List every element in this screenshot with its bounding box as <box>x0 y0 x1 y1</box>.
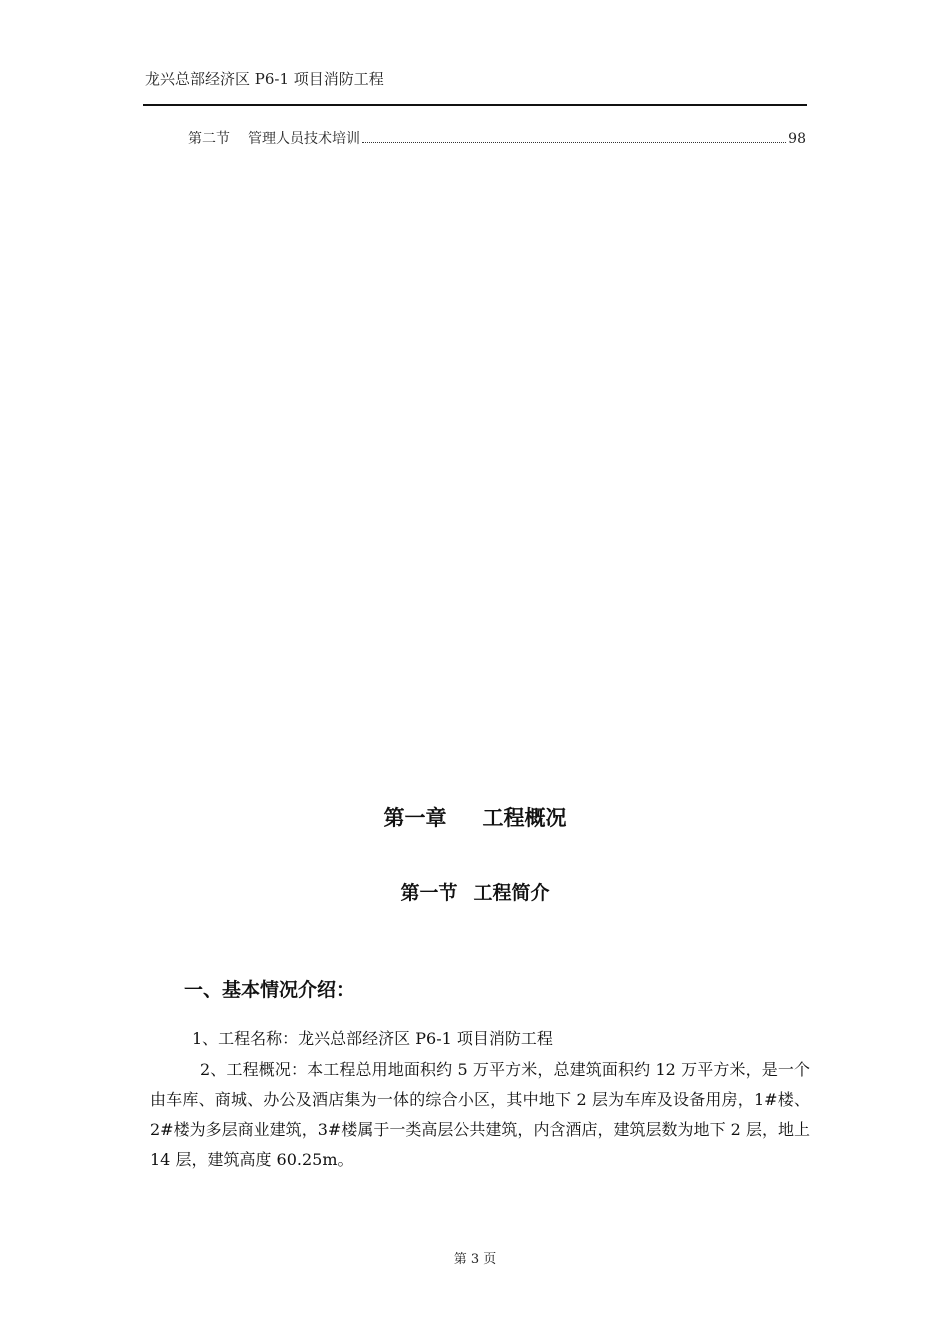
toc-section-label: 第二节 <box>188 131 230 147</box>
page-footer: 第 3 页 <box>453 1252 497 1267</box>
toc-title: 管理人员技术培训 <box>248 131 360 147</box>
subheading: 一、基本情况介绍： <box>184 979 356 1001</box>
toc-dot-leader <box>362 141 786 143</box>
chapter-heading <box>0 802 950 832</box>
paragraph-project-name: 1、工程名称：龙兴总部经济区 P6-1 项目消防工程 <box>192 1029 553 1048</box>
chapter-title: 工程概况 <box>482 806 567 830</box>
running-header: 龙兴总部经济区 P6-1 项目消防工程 <box>145 70 384 88</box>
toc-entry[interactable] <box>188 128 806 148</box>
toc-page-number: 98 <box>788 131 806 147</box>
header-divider <box>143 104 807 106</box>
section-title: 工程简介 <box>473 882 550 904</box>
chapter-label: 第一章 <box>383 806 447 830</box>
section-heading <box>0 878 950 905</box>
paragraph-project-overview: 2、工程概况：本工程总用地面积约 5 万平方米，总建筑面积约 12 万平方米，是一个由车库、商城、办公及酒店集为一体的综合小区，其中地下 2 层为车库及设备用房，1#楼、2#楼为多层商业建筑，3#楼属于一类高层公共建筑，内含酒店，建筑层数为地下 2 层，地上 14 层，建筑高度 60.25m。 <box>150 1060 810 1169</box>
section-label: 第一节 <box>400 882 458 904</box>
